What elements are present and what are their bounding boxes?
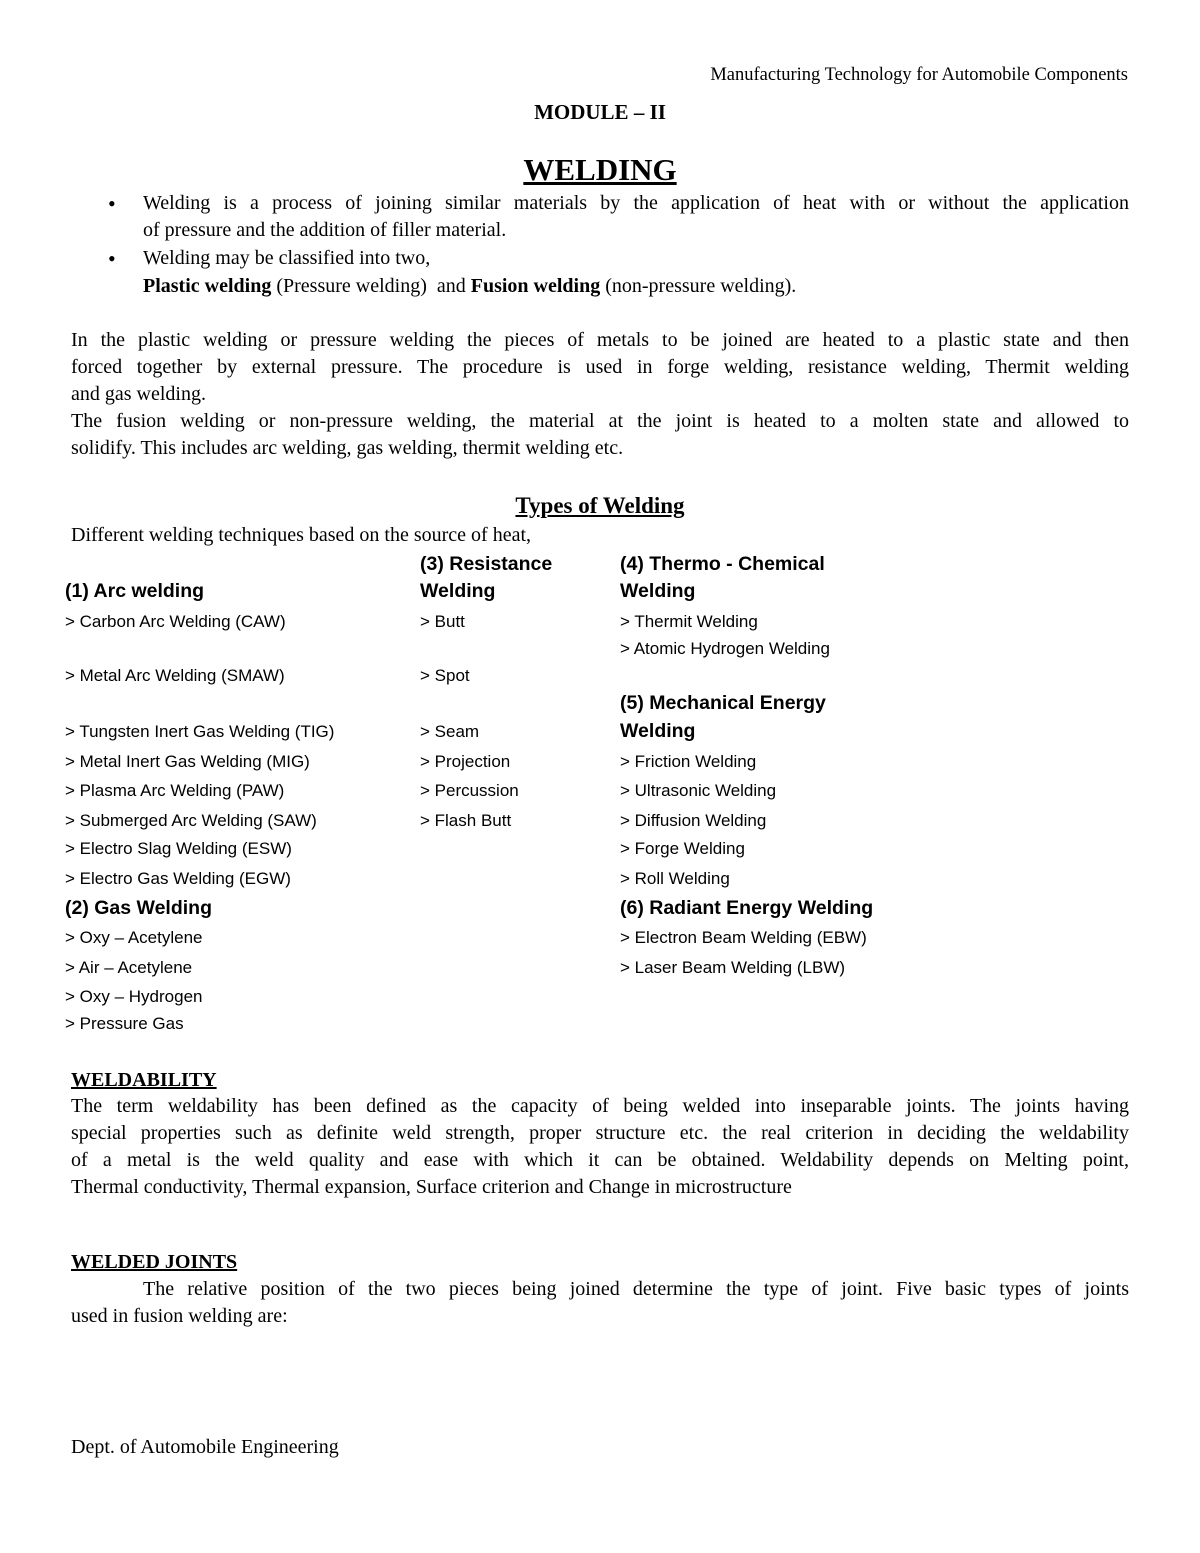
list-item: > Submerged Arc Welding (SAW) (65, 811, 317, 830)
bullet-dot-1: • (108, 191, 116, 216)
mechanical-energy-heading-line-2: Welding (620, 720, 696, 742)
para-line: The term weldability has been defined as the capacity of being welded into inseparable joints. The joints having (71, 1095, 1129, 1117)
list-item: > Spot (420, 666, 470, 685)
para-line: of a metal is the weld quality and ease with which it can be obtained. Weldability depends on Melting point, (71, 1149, 1129, 1171)
bullet-2-line-2 (143, 273, 796, 300)
fusion-welding-desc: (non-pressure welding). (600, 275, 797, 297)
weldability-heading: WELDABILITY (71, 1069, 217, 1091)
list-item: > Carbon Arc Welding (CAW) (65, 612, 286, 631)
list-item: > Plasma Arc Welding (PAW) (65, 781, 285, 800)
para-line: forced together by external pressure. The procedure is used in forge welding, resistance welding, Thermit welding (71, 356, 1129, 378)
list-item: > Forge Welding (620, 839, 745, 858)
bullet-2-line-1: Welding may be classified into two, (143, 247, 431, 269)
list-item: > Thermit Welding (620, 612, 758, 631)
list-item: > Tungsten Inert Gas Welding (TIG) (65, 722, 335, 741)
types-intro: Different welding techniques based on the source of heat, (71, 524, 532, 546)
plastic-welding-desc: (Pressure welding) and (271, 275, 471, 297)
resistance-welding-heading-line-1: (3) Resistance (420, 553, 553, 575)
list-item: > Electron Beam Welding (EBW) (620, 928, 867, 947)
bullet-dot-2: • (108, 246, 116, 271)
radiant-energy-heading: (6) Radiant Energy Welding (620, 897, 874, 919)
types-heading: Types of Welding (515, 493, 685, 518)
list-item: > Roll Welding (620, 869, 730, 888)
page-footer: Dept. of Automobile Engineering (71, 1436, 339, 1458)
bullet-text-1 (143, 190, 1129, 244)
list-item: > Electro Gas Welding (EGW) (65, 869, 291, 888)
fusion-welding-term: Fusion welding (470, 275, 601, 297)
list-item: > Electro Slag Welding (ESW) (65, 839, 292, 858)
list-item: > Diffusion Welding (620, 811, 767, 830)
list-item: > Oxy – Acetylene (65, 928, 203, 947)
fusion-welding-paragraph (71, 408, 1129, 462)
para-line: special properties such as definite weld strength, proper structure etc. the real criterion in deciding the weldability (71, 1122, 1129, 1144)
list-item: > Flash Butt (420, 811, 512, 830)
list-item: > Laser Beam Welding (LBW) (620, 958, 846, 977)
welded-joints-line-1-wrap (143, 1276, 1129, 1303)
mechanical-energy-heading-line-1: (5) Mechanical Energy (620, 692, 826, 714)
para-line: and gas welding. (71, 383, 206, 405)
para-line: The fusion welding or non-pressure welding, the material at the joint is heated to a molten state and allowed to (71, 410, 1129, 432)
list-item: > Ultrasonic Welding (620, 781, 777, 800)
arc-welding-heading: (1) Arc welding (65, 580, 205, 602)
para-line: solidify. This includes arc welding, gas welding, thermit welding etc. (71, 437, 624, 459)
para-line: In the plastic welding or pressure welding the pieces of metals to be joined are heated to a plastic state and then (71, 329, 1129, 351)
list-item: > Seam (420, 722, 480, 741)
weldability-paragraph (71, 1093, 1129, 1201)
bullet-1-line-1: Welding is a process of joining similar materials by the application of heat with or without the application (143, 192, 1129, 214)
resistance-welding-heading-line-2: Welding (420, 580, 496, 602)
plastic-welding-term: Plastic welding (143, 275, 272, 297)
para-line: used in fusion welding are: (71, 1305, 288, 1327)
list-item: > Oxy – Hydrogen (65, 987, 203, 1006)
list-item: > Butt (420, 612, 465, 631)
list-item: > Atomic Hydrogen Welding (620, 639, 830, 658)
list-item: > Metal Arc Welding (SMAW) (65, 666, 285, 685)
list-item: > Projection (420, 752, 511, 771)
list-item: > Metal Inert Gas Welding (MIG) (65, 752, 310, 771)
list-item: > Percussion (420, 781, 519, 800)
module-title: MODULE – II (534, 100, 666, 124)
list-item: > Air – Acetylene (65, 958, 193, 977)
welded-joints-heading: WELDED JOINTS (71, 1251, 238, 1273)
list-item: > Friction Welding (620, 752, 757, 771)
thermo-chemical-heading-line-2: Welding (620, 580, 696, 602)
page-title: WELDING (523, 152, 677, 187)
para-line: Thermal conductivity, Thermal expansion, Surface criterion and Change in microstructure (71, 1176, 792, 1198)
plastic-welding-paragraph (71, 327, 1129, 408)
gas-welding-heading: (2) Gas Welding (65, 897, 212, 919)
running-header: Manufacturing Technology for Automobile Components (710, 65, 1128, 85)
thermo-chemical-heading-line-1: (4) Thermo - Chemical (620, 553, 825, 575)
para-line: The relative position of the two pieces being joined determine the type of joint. Five basic types of joints (143, 1278, 1129, 1300)
list-item: > Pressure Gas (65, 1014, 184, 1033)
bullet-1-line-2: of pressure and the addition of filler material. (143, 219, 507, 241)
